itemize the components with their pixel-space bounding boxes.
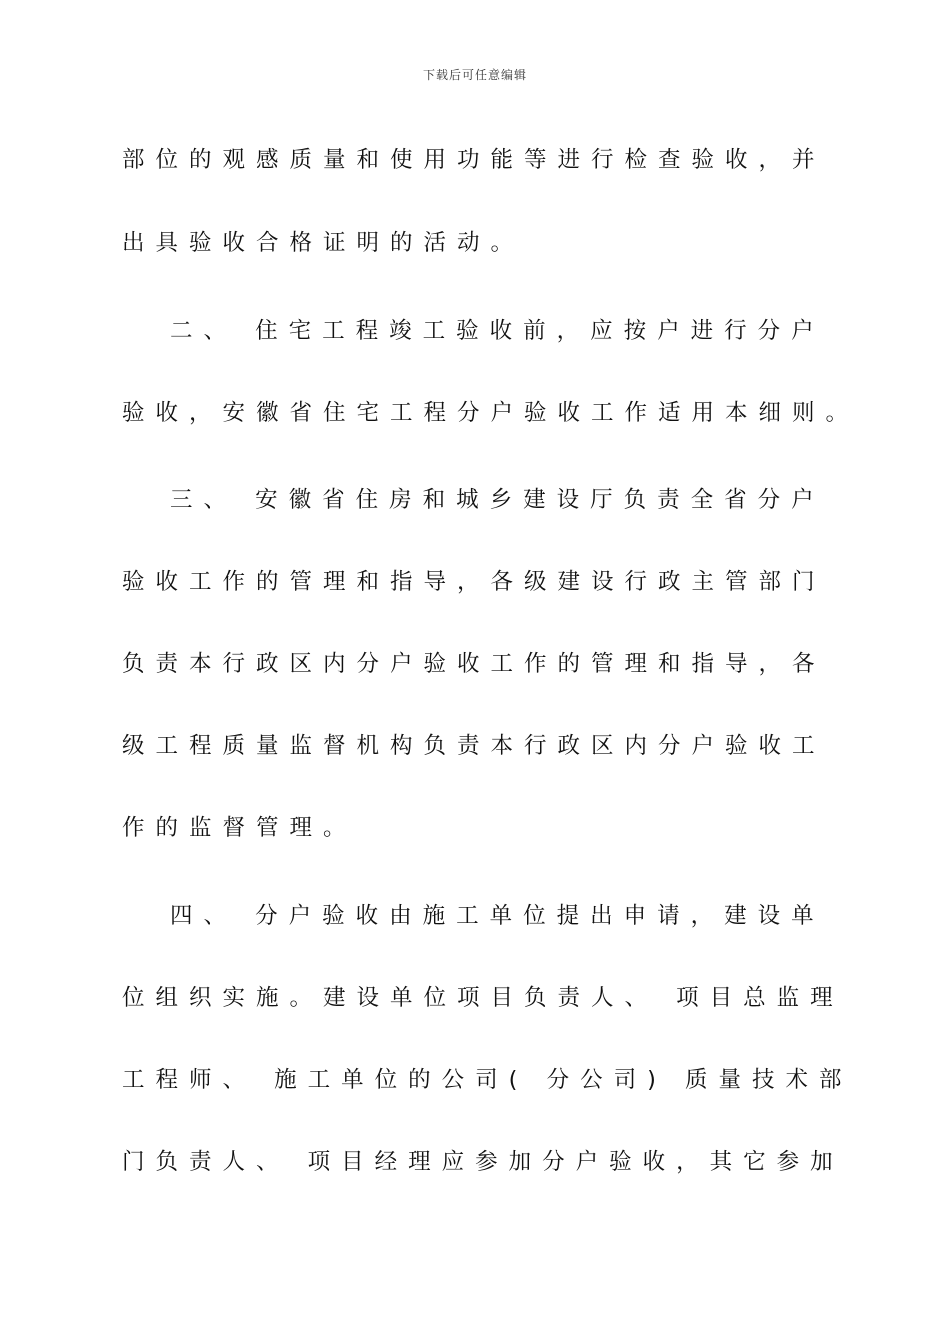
text-line: 工程师、 施工单位的公司( 分公司) 质量技术部 — [122, 1067, 853, 1093]
text-line: 作的监督管理。 — [122, 815, 357, 841]
text-line: 验收，安徽省住宅工程分户验收工作适用本细则。 — [122, 400, 860, 426]
text-line: 级工程质量监督机构负责本行政区内分户验收工 — [122, 733, 826, 759]
text-line: 部位的观感质量和使用功能等进行检查验收，并 — [122, 147, 826, 173]
text-line: 出具验收合格证明的活动。 — [122, 230, 525, 256]
text-line: 二、 住宅工程竣工验收前，应按户进行分户 — [170, 318, 825, 344]
text-line: 三、 安徽省住房和城乡建设厅负责全省分户 — [170, 487, 825, 513]
text-line: 验收工作的管理和指导，各级建设行政主管部门 — [122, 569, 826, 595]
text-line: 门负责人、 项目经理应参加分户验收，其它参加 — [122, 1149, 844, 1175]
text-line: 位组织实施。建设单位项目负责人、 项目总监理 — [122, 985, 844, 1011]
page-header: 下载后可任意编辑 — [422, 68, 527, 82]
text-line: 四、 分户验收由施工单位提出申请，建设单 — [170, 903, 825, 929]
text-line: 负责本行政区内分户验收工作的管理和指导，各 — [122, 651, 826, 677]
